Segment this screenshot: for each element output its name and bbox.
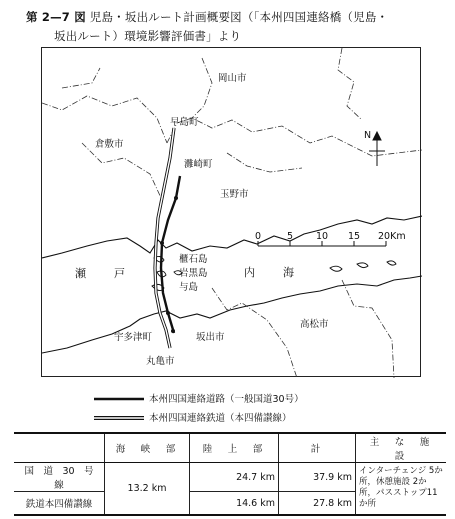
legend-rail-label: 本州四国連絡鉄道（本四備讃線）	[149, 413, 292, 424]
island	[330, 266, 342, 271]
label-okayama: 岡山市	[218, 73, 247, 84]
header-blank	[14, 433, 105, 463]
total-cell: 27.8 km	[279, 492, 356, 516]
rail-line-icon	[94, 413, 144, 423]
land-cell: 14.6 km	[190, 492, 279, 516]
header-land: 陸 上 部	[190, 433, 279, 463]
island	[387, 261, 396, 265]
scale-tick-label: 5	[287, 231, 294, 242]
interchange-mark	[171, 329, 175, 333]
label-marugame: 丸亀市	[146, 356, 175, 367]
summary-table	[14, 432, 446, 516]
land-cell: 24.7 km	[190, 463, 279, 492]
label-kurashiki: 倉敷市	[95, 139, 124, 150]
route-map	[41, 47, 421, 377]
header-facilities: 主 な 施 設	[356, 433, 447, 463]
label-naikai: 内 海	[244, 266, 296, 279]
label-iwakuro: 岩黒島	[179, 268, 208, 279]
scale-tick-label: 15	[348, 231, 361, 242]
north-label: N	[364, 130, 372, 141]
label-hayashima: 早島町	[170, 117, 199, 128]
figure-caption	[26, 8, 446, 46]
map-drawing	[42, 48, 422, 378]
row-name: 国 道 30 号 線	[14, 463, 105, 492]
strait-shared-cell: 13.2 km	[105, 463, 190, 516]
boundary-line	[227, 153, 302, 172]
road-line-icon	[94, 394, 144, 404]
figure-number: 第 2—7 図	[26, 10, 86, 24]
label-tamano: 玉野市	[220, 189, 249, 200]
boundary-line	[82, 143, 162, 200]
table-row	[14, 463, 446, 492]
boundary-line	[338, 48, 362, 120]
total-cell: 37.9 km	[279, 463, 356, 492]
legend-road-label: 本州四国連絡道路（一般国道30号）	[149, 394, 304, 405]
north-arrow	[369, 132, 385, 166]
figure-title-line2: 坂出ルート）環境影響評価書」より	[54, 29, 242, 43]
facilities-cell: インターチェンジ 5か所，休憩施設 2か所，パスストップ11か所	[356, 463, 447, 516]
label-hitsuishi: 櫃石島	[179, 254, 208, 265]
scale-tick-label: 0	[255, 231, 262, 242]
interchange-mark	[160, 241, 164, 245]
island	[357, 263, 368, 268]
interchange-mark	[166, 311, 170, 315]
coastline-shikoku	[42, 276, 422, 353]
scale-tick-label: 20Km	[378, 231, 406, 242]
label-sakaide: 坂出市	[196, 332, 225, 343]
table-header-row	[14, 433, 446, 463]
boundary-line	[167, 118, 422, 156]
label-nadasaki: 灘崎町	[184, 159, 213, 170]
boundary-line	[62, 68, 100, 88]
coastline-okayama	[42, 216, 422, 258]
header-total: 計	[279, 433, 356, 463]
label-yoshima: 与島	[179, 282, 199, 293]
scale-tick-label: 10	[316, 231, 329, 242]
label-takamatsu: 高松市	[300, 319, 329, 330]
header-strait: 海 峡 部	[105, 433, 190, 463]
boundary-line	[342, 280, 394, 378]
interchange-mark	[174, 196, 178, 200]
row-name: 鉄道本四備讃線	[14, 492, 105, 516]
figure-title-line1: 児島・坂出ルート計画概要図（「本州四国連絡橋（児島・	[89, 10, 389, 24]
label-seto: 瀬 戸	[75, 267, 127, 280]
boundary-line	[192, 58, 212, 118]
label-utazu: 宇多津町	[114, 332, 153, 343]
